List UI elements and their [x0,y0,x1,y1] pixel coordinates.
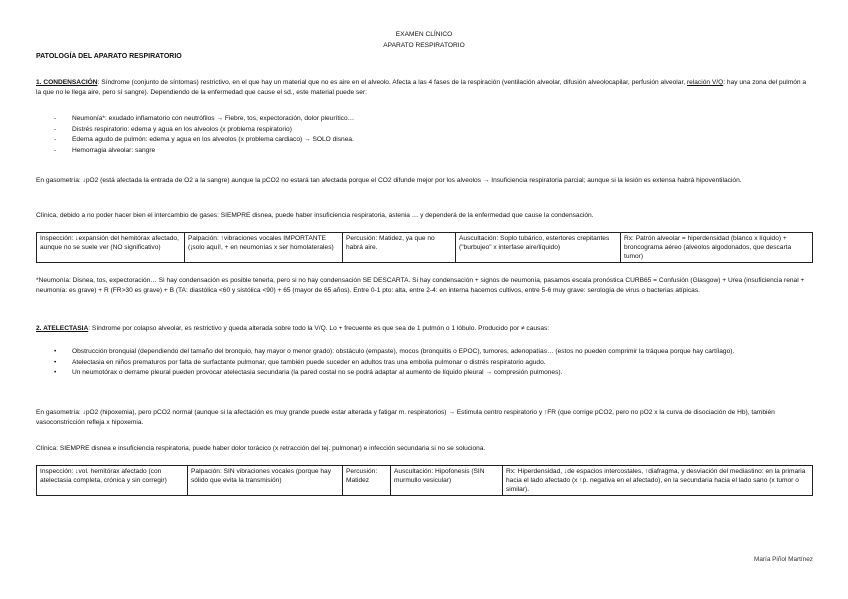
atelectasia-causes-list [52,347,812,379]
table-row [37,233,813,263]
rx-cell: Rx: Hiperdensidad, ↓de espacios intercostales, ↑diafragma, y desviación del mediastino: en la primaria hacia el lado afectado (x ↑p. negativa en el afectado), en la secundaria hacia el lado sano (x tumor o similar). [503,466,813,496]
list-item: - Neumonía*: exudado inflamatorio con neutrófilos → Fiebre, tos, expectoración, dolor pleurítico… [52,114,812,124]
author-name: María Piñol Martínez [754,556,813,563]
condensacion-intro-a: : Síndrome (conjunto de síntomas) restrictivo, en el que hay un material que no es aire en el alveolo. Afecta a las 4 fases de la respiración (ventilación alveolar, difusión alveolocapilar, perfusión alveolar, [97,79,687,86]
percusion-cell: Percusión: Matidez, ya que no habrá aire. [343,233,456,263]
list-item: - Hemorragia alveolar: sangre [52,146,812,156]
condensacion-intro-b: : hay una zona del pulmón a la que no le llega aire, pero sí sangre). Dependiendo de la enfermedad que cause el sd., este material puede ser: [36,79,807,96]
relacion-vq-term: relación V/Q [686,79,724,86]
atelectasia-intro-text: : Síndrome por colapso alveolar, es restrictivo y queda alterada sobre todo la V/Q. Lo + frecuente es que sea de 1 pulmón o 1 lóbulo. Producido por ≠ causas: [88,325,550,332]
document-heading: PATOLOGÍA DEL APARATO RESPIRATORIO [36,53,182,60]
inspeccion-cell: Inspección: ↓expansión del hemitórax afectado, aunque no se suele ver (NO significativo) [37,233,185,263]
list-item: - Distrés respiratorio: edema y agua en los alveolos (x problema respiratorio) [52,125,812,135]
atelectasia-clinica: Clínica: SIEMPRE disnea e insuficiencia respiratoria, puede haber dolor torácico (x retracción del tej. pulmonar) e infección secundaria si no se soluciona. [36,445,486,452]
condensacion-gasometria: En gasometría: ↓pO2 (está afectada la entrada de O2 a la sangre) aunque la pCO2 no estará tan afectada porque el CO2 difunde mejor por los alveolos → Insuficiencia respiratoria parcial; aunque si la lesión es extensa habrá hipoventilación. [36,177,742,184]
exam-title: EXAMEN CLÍNICO [395,31,453,38]
percusion-cell: Percusión: Matidez [343,466,391,496]
inspeccion-cell: Inspección: ↓vol. hemitórax afectado (con atelectasia completa, crónica y sin corregir) [37,466,188,496]
table-row [37,466,813,496]
atelectasia-intro [36,324,811,334]
list-item: - Edema agudo de pulmón: edema y agua en los alveolos (x problema cardiaco) → SOLO disnea. [52,135,812,145]
list-item: • Atelectasia en niños prematuros por falta de surfactante pulmonar, que también puede suceder en adultos tras una embolia pulmonar o distrés respiratorio agudo. [52,358,812,368]
condensacion-intro [36,78,811,97]
neumonia-note: *Neumonía: Disnea, tos, expectoración… Si hay condensación es posible tenerla, pero si no hay condensación SE DESCARTA. Si hay condensación + signos de neumonía, pasamos escala pronóstica CURB65 = Confusión (Glasgow) + Urea (insuficiencia renal + neumonía: es grave) + R (FR>30 es grave) + B (TA: diastólica <60 y sistólica <90) + 65 (mayor de 65 años). Entre 0-1 pto: alta, entre 2-4: en interna hacemos cultivos, entre 5-6 muy grave: serología de virus o bacterias atípicas. [36,277,805,294]
atelectasia-gasometria: En gasometría: ↓pO2 (hipoxemia), pero pCO2 normal (aunque si la afectación es muy grande puede estar alterada y fatigar m. respiratorios) → Estimula centro respiratorio y ↑FR (que corrige pCO2, pero no pO2 x la curva de disociación de Hb), también vasoconstricción refleja x hipoxemia. [36,409,775,426]
exam-subtitle: APARATO RESPIRATORIO [383,42,465,49]
palpacion-cell: Palpación: SIN vibraciones vocales (porque hay sólido que evita la transmisión) [188,466,343,496]
list-item: • Obstrucción bronquial (dependiendo del tamaño del bronquio, hay mayor o menor grado): obstáculo (empaste), mocos (bronquitis o EPOC), tumores, adenopatías… (estos no pueden comprimir la tráquea porque hay cartílago). [52,347,812,357]
list-item: • Un neumotórax o derrame pleural pueden provocar atelectasia secundaria (la pared costal no se podrá adaptar al aumento de líquido pleural → compresión pulmones). [52,368,812,378]
atelectasia-heading: 2. ATELECTASIA [36,325,89,332]
auscultacion-cell: Auscultación: Soplo tubárico, estertores crepitantes ("burbujeo" x interfase aire/líquido) [456,233,621,263]
condensacion-exploration-table [36,232,813,263]
atelectasia-exploration-table [36,465,813,496]
palpacion-cell: Palpación: ↑vibraciones vocales IMPORTANTE (¡solo aquí!, + en neumonías x ser homolaterales) [185,233,343,263]
auscultacion-cell: Auscultación: Hipofonesis (SIN murmullo vesicular) [391,466,503,496]
condensacion-material-list [52,114,812,156]
condensacion-clinica: Clínica, debido a no poder hacer bien el intercambio de gases: SIEMPRE disnea, puede haber insuficiencia respiratoria, astenia … y dependerá de la enfermedad que cause la condensación. [36,212,594,219]
condensacion-heading: 1. CONDENSACIÓN [36,79,98,86]
rx-cell: Rx: Patrón alveolar = hiperdensidad (blanco x líquido) + broncograma aéreo (alveolos algodonados, que descarta tumor) [621,233,813,263]
